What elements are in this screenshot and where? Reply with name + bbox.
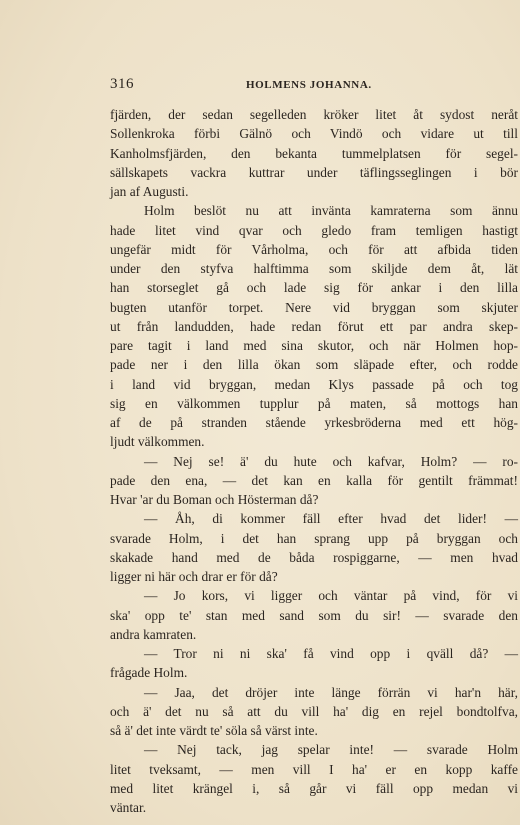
text-line: ungefär midt för Vårholma, och för att afbida tiden [110,241,518,257]
text-line: — Tror ni ni ska' få vind opp i qväll då? — [144,646,518,661]
page-number: 316 [110,76,134,92]
text-line: skakade hand med de båda rospiggarne, — men hvad [110,549,518,565]
body-text [110,105,518,817]
text-line: frågade Holm. [110,665,188,681]
page-header [110,76,410,96]
text-line: pade den ena, — det kan en kalla för gentilt främmat! [110,472,518,488]
text-line: — Nej tack, jag spelar inte! — svarade Holm [144,742,518,758]
text-line: ut från landudden, hade redan förut ett par andra skep- [110,318,518,334]
text-line: jan af Augusti. [110,184,189,199]
text-line: så ä' det inte värdt te' söla så värst inte. [110,723,318,738]
text-line: pare tagit i land med sina skutor, och när Holmen hop- [110,338,518,353]
text-line: och ä' det nu så att du vill ha' dig en rejel bondtolfva, [110,703,518,719]
text-line: Holm beslöt nu att invänta kamraterna som ännu [144,203,518,219]
running-head: HOLMENS JOHANNA. [246,79,372,91]
text-line: Kanholmsfjärden, den bekanta tummelplatsen för segel- [110,145,518,161]
text-line: — Jo kors, vi ligger och väntar på vind, för vi [144,588,518,604]
text-line: sällskapets vackra kuttrar under täflingsseglingen i bör [110,164,518,180]
text-line: litet tveksamt, — men vill I ha' er en kopp kaffe [110,761,518,777]
text-line: fjärden, der sedan segelleden kröker litet åt sydost neråt [110,107,518,122]
text-line: hade litet vind qvar och gledo fram temligen hastigt [110,222,518,238]
text-line: svarade Holm, i det han sprang upp på bryggan och [110,530,518,546]
text-line: andra kamraten. [110,626,197,642]
text-line: väntar. [110,800,147,815]
text-line: af de på stranden stående yrkesbröderna med ett hög- [110,415,518,430]
text-line: ligger ni här och drar er för då? [110,569,278,584]
text-line: — Åh, di kommer fäll efter hvad det lider! — [144,511,518,527]
text-line: sig en välkommen tupplur på maten, så mottogs han [110,395,518,411]
text-line: — Jaa, det dröjer inte länge förrän vi har'n här, [144,684,518,700]
text-line: ljudt välkommen. [110,434,205,450]
text-line: — Nej se! ä' du hute och kafvar, Holm? — ro- [144,453,518,469]
text-line: Sollenkroka förbi Gälnö och Vindö och vidare ut till [110,126,518,142]
text-line: han storseglet gå och lade sig för ankar i den lilla [110,280,518,296]
text-line: ska' opp te' stan med sand som du sir! — svarade den [110,607,518,623]
text-line: under den styfva halftimma som skiljde dem åt, lät [110,261,518,276]
text-line: bugten utanför torpet. Nere vid bryggan som skjuter [110,299,518,315]
text-line: pade ner i den lilla ökan som släpade efter, och rodde [110,357,518,373]
text-line: Hvar 'ar du Boman och Hösterman då? [110,492,319,507]
text-line: med litet krängel i, så går vi fäll opp medan vi [110,780,518,796]
text-line: i land vid bryggan, medan Klys passade på och tog [110,376,518,392]
